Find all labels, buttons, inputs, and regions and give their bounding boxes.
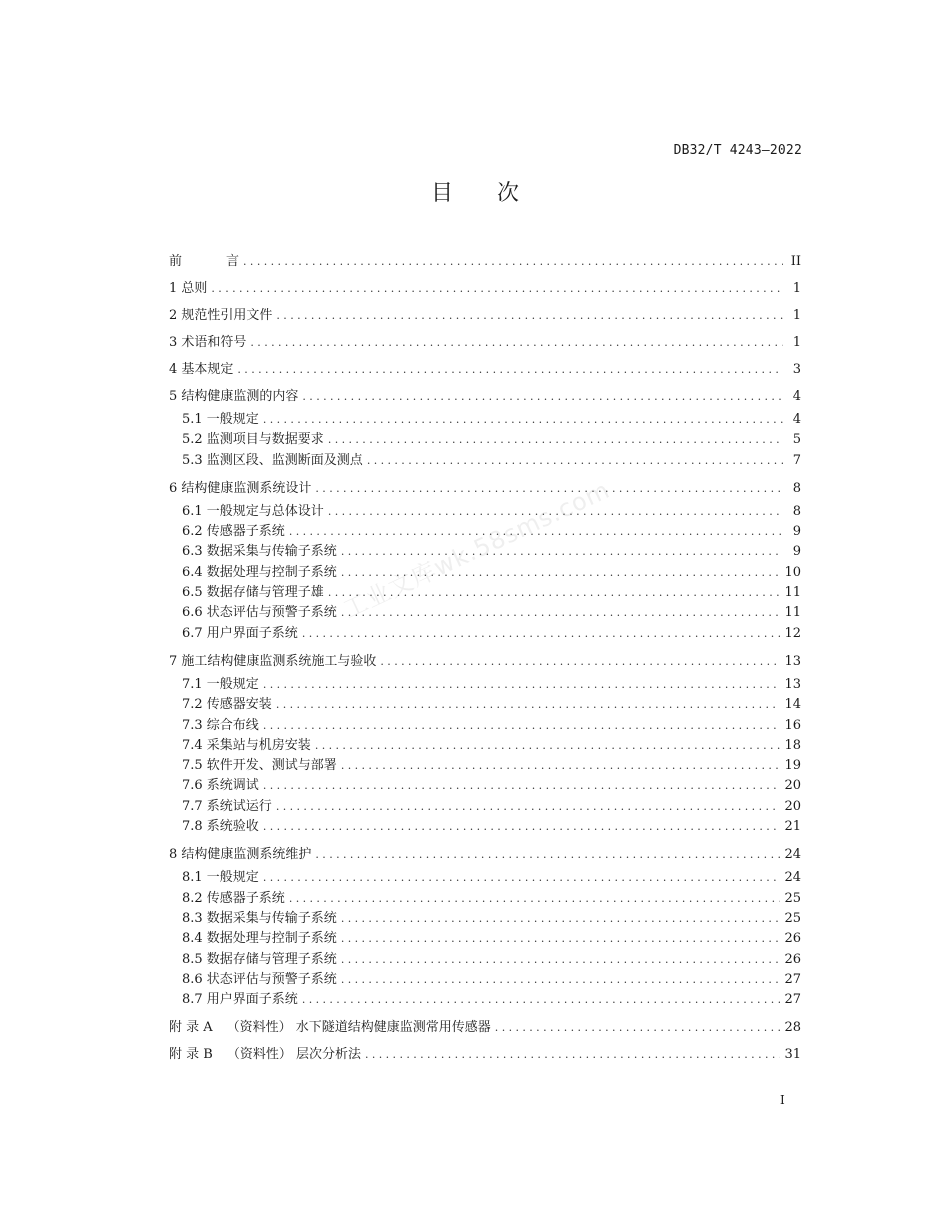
toc-entry-label: 7.7 系统试运行: [182, 798, 272, 814]
toc-entry-label: 7.2 传感器安装: [182, 697, 272, 713]
toc-leader-dots: [237, 356, 783, 383]
toc-entry-page: II: [790, 254, 801, 269]
toc-entry[interactable]: [169, 522, 801, 542]
toc-leader-dots: [263, 675, 781, 695]
toc-entry-label: 6.4 数据处理与控制子系统: [182, 564, 337, 580]
toc-entry-label: 7.3 综合布线: [182, 717, 259, 733]
toc-leader-dots: [341, 603, 781, 623]
toc-leader-dots: [341, 970, 781, 990]
toc-entry[interactable]: [169, 950, 801, 970]
toc-leader-dots: [289, 889, 781, 909]
toc-entry-page: 9: [792, 544, 801, 560]
toc-entry[interactable]: [169, 502, 801, 522]
toc-leader-dots: [341, 756, 781, 776]
toc-entry-label: 8.6 状态评估与预警子系统: [182, 971, 337, 987]
toc-entry-page: 26: [784, 951, 801, 967]
toc-entry-label: 8.1 一般规定: [182, 870, 259, 886]
toc-entry-page: 16: [784, 717, 801, 733]
title-char-2: 次: [497, 181, 520, 206]
toc-leader-dots: [302, 990, 781, 1010]
toc-entry-label: 4 基本规定: [169, 362, 234, 377]
toc-entry[interactable]: [169, 302, 801, 329]
toc-entry-label: 6 结构健康监测系统设计: [169, 480, 312, 496]
toc-leader-dots: [341, 909, 781, 929]
toc-entry-label: 7.5 软件开发、测试与部署: [182, 758, 337, 774]
toc-entry[interactable]: [169, 970, 801, 990]
toc-entry-label: 附 录 A （资料性） 水下隧道结构健康监测常用传感器: [169, 1020, 491, 1036]
toc-entry[interactable]: [169, 410, 801, 430]
toc-leader-dots: [315, 475, 783, 502]
toc-entry[interactable]: [169, 248, 801, 275]
toc-entry-label: 7.8 系统验收: [182, 819, 259, 835]
toc-entry-page: 1: [792, 308, 801, 323]
toc-entry[interactable]: [169, 383, 801, 410]
toc-entry-label: 5.1 一般规定: [182, 412, 259, 427]
toc-entry-page: 1: [792, 335, 801, 350]
toc-leader-dots: [365, 1041, 780, 1068]
toc-leader-dots: [263, 868, 781, 888]
toc-leader-dots: [302, 624, 781, 644]
toc-entry-label: 2 规范性引用文件: [169, 308, 273, 323]
toc-entry-label: 8.7 用户界面子系统: [182, 992, 298, 1008]
toc-entry-page: 31: [784, 1047, 801, 1063]
toc-entry-label: 5.2 监测项目与数据要求: [182, 432, 324, 448]
toc-entry[interactable]: [169, 868, 801, 888]
toc-entry[interactable]: [169, 675, 801, 695]
toc-entry[interactable]: [169, 929, 801, 949]
toc-entry-page: 1: [792, 281, 801, 296]
toc-leader-dots: [328, 583, 781, 603]
toc-entry-label: 6.2 传感器子系统: [182, 524, 285, 540]
toc-leader-dots: [367, 451, 783, 471]
toc-entry-label: 7.6 系统调试: [182, 778, 259, 794]
page-number: I: [780, 1093, 785, 1107]
toc-leader-dots: [380, 648, 780, 675]
toc-leader-dots: [341, 563, 781, 583]
toc-entry-label: 6.3 数据采集与传输子系统: [182, 544, 337, 560]
toc-entry-page: 5: [792, 432, 801, 448]
toc-leader-dots: [315, 736, 781, 756]
toc-leader-dots: [341, 929, 781, 949]
toc-entry[interactable]: [169, 1014, 801, 1041]
toc-entry-page: 25: [784, 890, 801, 906]
toc-entry-page: 24: [784, 870, 801, 886]
toc-entry-page: 24: [784, 847, 801, 863]
toc-entry[interactable]: [169, 736, 801, 756]
toc-leader-dots: [495, 1014, 781, 1041]
toc-entry-page: 7: [792, 452, 801, 468]
toc-entry[interactable]: [169, 329, 801, 356]
toc-leader-dots: [276, 695, 781, 715]
toc-entry-page: 13: [784, 676, 801, 692]
toc-entry-label: 5.3 监测区段、监测断面及测点: [182, 452, 363, 468]
toc-entry-label: 6.6 状态评估与预警子系统: [182, 605, 337, 621]
toc-leader-dots: [328, 430, 783, 450]
toc-entry[interactable]: [169, 695, 801, 715]
toc-entry-page: 28: [784, 1020, 801, 1036]
toc-entry-page: 18: [784, 737, 801, 753]
toc-entry[interactable]: [169, 430, 801, 450]
toc-entry-page: 14: [784, 697, 801, 713]
toc-entry-label: 6.5 数据存储与管理子雄: [182, 585, 324, 601]
toc-entry[interactable]: [169, 451, 801, 471]
toc-entry-label: 8 结构健康监测系统维护: [169, 847, 312, 863]
toc-entry-label: 7 施工结构健康监测系统施工与验收: [169, 653, 377, 669]
table-of-contents: [169, 248, 801, 1068]
toc-leader-dots: [263, 776, 781, 796]
toc-entry[interactable]: [169, 356, 801, 383]
toc-entry[interactable]: [169, 1041, 801, 1068]
toc-entry[interactable]: [169, 542, 801, 562]
toc-entry-page: 27: [784, 971, 801, 987]
toc-entry-label: 1 总则: [169, 281, 208, 296]
page-title: [0, 176, 950, 207]
toc-entry-page: 4: [792, 412, 801, 427]
toc-entry-label: 6.1 一般规定与总体设计: [182, 503, 324, 519]
toc-entry[interactable]: [169, 475, 801, 502]
toc-entry-page: 11: [784, 605, 801, 621]
toc-entry-page: 10: [784, 564, 801, 580]
toc-entry[interactable]: [169, 817, 801, 837]
toc-entry[interactable]: [169, 909, 801, 929]
toc-entry-label: 6.7 用户界面子系统: [182, 625, 298, 641]
toc-entry-label: 3 术语和符号: [169, 335, 247, 350]
toc-leader-dots: [243, 248, 783, 275]
toc-entry-page: 20: [784, 798, 801, 814]
toc-entry-page: 8: [792, 480, 801, 496]
toc-entry-page: 20: [784, 778, 801, 794]
toc-entry-page: 27: [784, 992, 801, 1008]
toc-leader-dots: [315, 841, 780, 868]
toc-entry-page: 19: [784, 758, 801, 774]
toc-entry[interactable]: [169, 583, 801, 603]
toc-entry-page: 8: [792, 503, 801, 519]
toc-leader-dots: [250, 329, 783, 356]
toc-leader-dots: [276, 302, 783, 329]
toc-leader-dots: [263, 716, 781, 736]
toc-leader-dots: [276, 797, 781, 817]
toc-entry-label: 7.4 采集站与机房安装: [182, 737, 311, 753]
toc-entry[interactable]: [169, 563, 801, 583]
toc-entry-page: 4: [792, 389, 801, 404]
toc-leader-dots: [263, 410, 783, 430]
toc-leader-dots: [289, 522, 783, 542]
toc-entry[interactable]: [169, 889, 801, 909]
toc-leader-dots: [341, 950, 781, 970]
toc-entry-page: 11: [784, 585, 801, 601]
toc-leader-dots: [328, 502, 783, 522]
toc-entry[interactable]: [169, 603, 801, 623]
toc-entry[interactable]: [169, 776, 801, 796]
toc-entry-label: 8.5 数据存储与管理子系统: [182, 951, 337, 967]
title-char-1: 目: [430, 181, 453, 206]
toc-entry-page: 9: [792, 524, 801, 540]
toc-entry-label: 7.1 一般规定: [182, 676, 259, 692]
toc-entry-label: 附 录 B （资料性） 层次分析法: [169, 1047, 361, 1063]
toc-entry[interactable]: [169, 624, 801, 644]
toc-entry-label: 8.3 数据采集与传输子系统: [182, 910, 337, 926]
toc-entry-page: 13: [784, 653, 801, 669]
toc-leader-dots: [211, 275, 783, 302]
toc-entry[interactable]: [169, 275, 801, 302]
document-code: DB32/T 4243—2022: [673, 143, 802, 158]
toc-entry-page: 25: [784, 910, 801, 926]
toc-leader-dots: [302, 383, 783, 410]
toc-entry-label: 8.4 数据处理与控制子系统: [182, 931, 337, 947]
toc-leader-dots: [263, 817, 781, 837]
toc-entry-page: 26: [784, 931, 801, 947]
toc-entry-label: 5 结构健康监测的内容: [169, 389, 299, 404]
toc-entry[interactable]: [169, 716, 801, 736]
toc-entry[interactable]: [169, 797, 801, 817]
toc-leader-dots: [341, 542, 783, 562]
toc-entry-page: 12: [784, 625, 801, 641]
watermark: 工业文库wk.58sms.com: [338, 475, 615, 624]
toc-entry[interactable]: [169, 841, 801, 868]
toc-entry-label: 前 言: [169, 254, 240, 269]
toc-entry[interactable]: [169, 648, 801, 675]
toc-entry[interactable]: [169, 756, 801, 776]
toc-entry-page: 21: [784, 819, 801, 835]
toc-entry-page: 3: [792, 362, 801, 377]
toc-entry-label: 8.2 传感器子系统: [182, 890, 285, 906]
toc-entry[interactable]: [169, 990, 801, 1010]
